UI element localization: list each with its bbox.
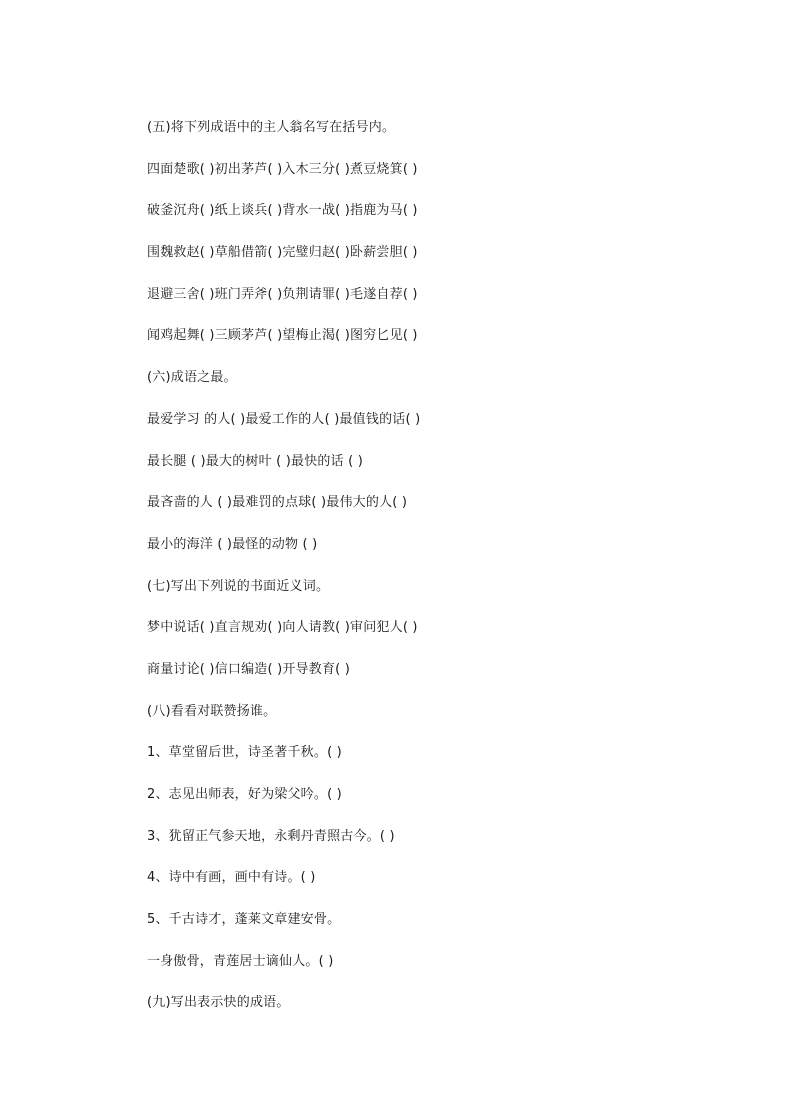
couplet-item-4: 4、诗中有画，画中有诗。( ): [147, 870, 316, 886]
section-heading-5: (五)将下列成语中的主人翁名写在括号内。: [147, 120, 396, 135]
idiom-row-3: 围魏救赵( )草船借箭( )完璧归赵( )卧薪尝胆( ): [147, 245, 418, 261]
section-heading-8: (八)看看对联赞扬谁。: [147, 703, 277, 719]
superlative-row-2: 最长腿 ( )最大的树叶 ( )最快的话 ( ): [147, 453, 364, 469]
idiom-row-4: 退避三舍( )班门弄斧( )负荆请罪( )毛遂自荐( ): [147, 286, 418, 302]
section-heading-7: (七)写出下列说的书面近义词。: [147, 578, 330, 594]
document-body: [147, 118, 747, 1035]
couplet-item-1: 1、草堂留后世，诗圣著千秋。( ): [147, 745, 342, 761]
superlative-row-3: 最吝啬的人 ( )最难罚的点球( )最伟大的人( ): [147, 495, 408, 511]
superlative-row-1: 最爱学习 的人( )最爱工作的人( )最值钱的话( ): [147, 411, 421, 427]
couplet-item-5-continued: 一身傲骨，青莲居士谪仙人。( ): [147, 953, 334, 969]
idiom-row-5: 闻鸡起舞( )三顾茅芦( )望梅止渴( )图穷匕见( ): [147, 328, 418, 344]
synonym-row-2: 商量讨论( )信口编造( )开导教育( ): [147, 661, 351, 677]
couplet-item-2: 2、志见出师表，好为梁父吟。( ): [147, 787, 342, 802]
idiom-row-2: 破釜沉舟( )纸上谈兵( )背水一战( )指鹿为马( ): [147, 203, 418, 219]
synonym-row-1: 梦中说话( )直言规劝( )向人请教( )审问犯人( ): [147, 620, 418, 636]
superlative-row-4: 最小的海洋 ( )最怪的动物 ( ): [147, 536, 318, 552]
couplet-item-3: 3、犹留正气参天地，永剩丹青照古今。( ): [147, 828, 395, 844]
idiom-row-1: 四面楚歌( )初出茅芦( )入木三分( )煮豆烧箕( ): [147, 161, 418, 177]
couplet-item-5: 5、千古诗才，蓬莱文章建安骨。: [147, 912, 341, 928]
section-heading-9: (九)写出表示快的成语。: [147, 995, 290, 1011]
section-heading-6: (六)成语之最。: [147, 370, 237, 386]
